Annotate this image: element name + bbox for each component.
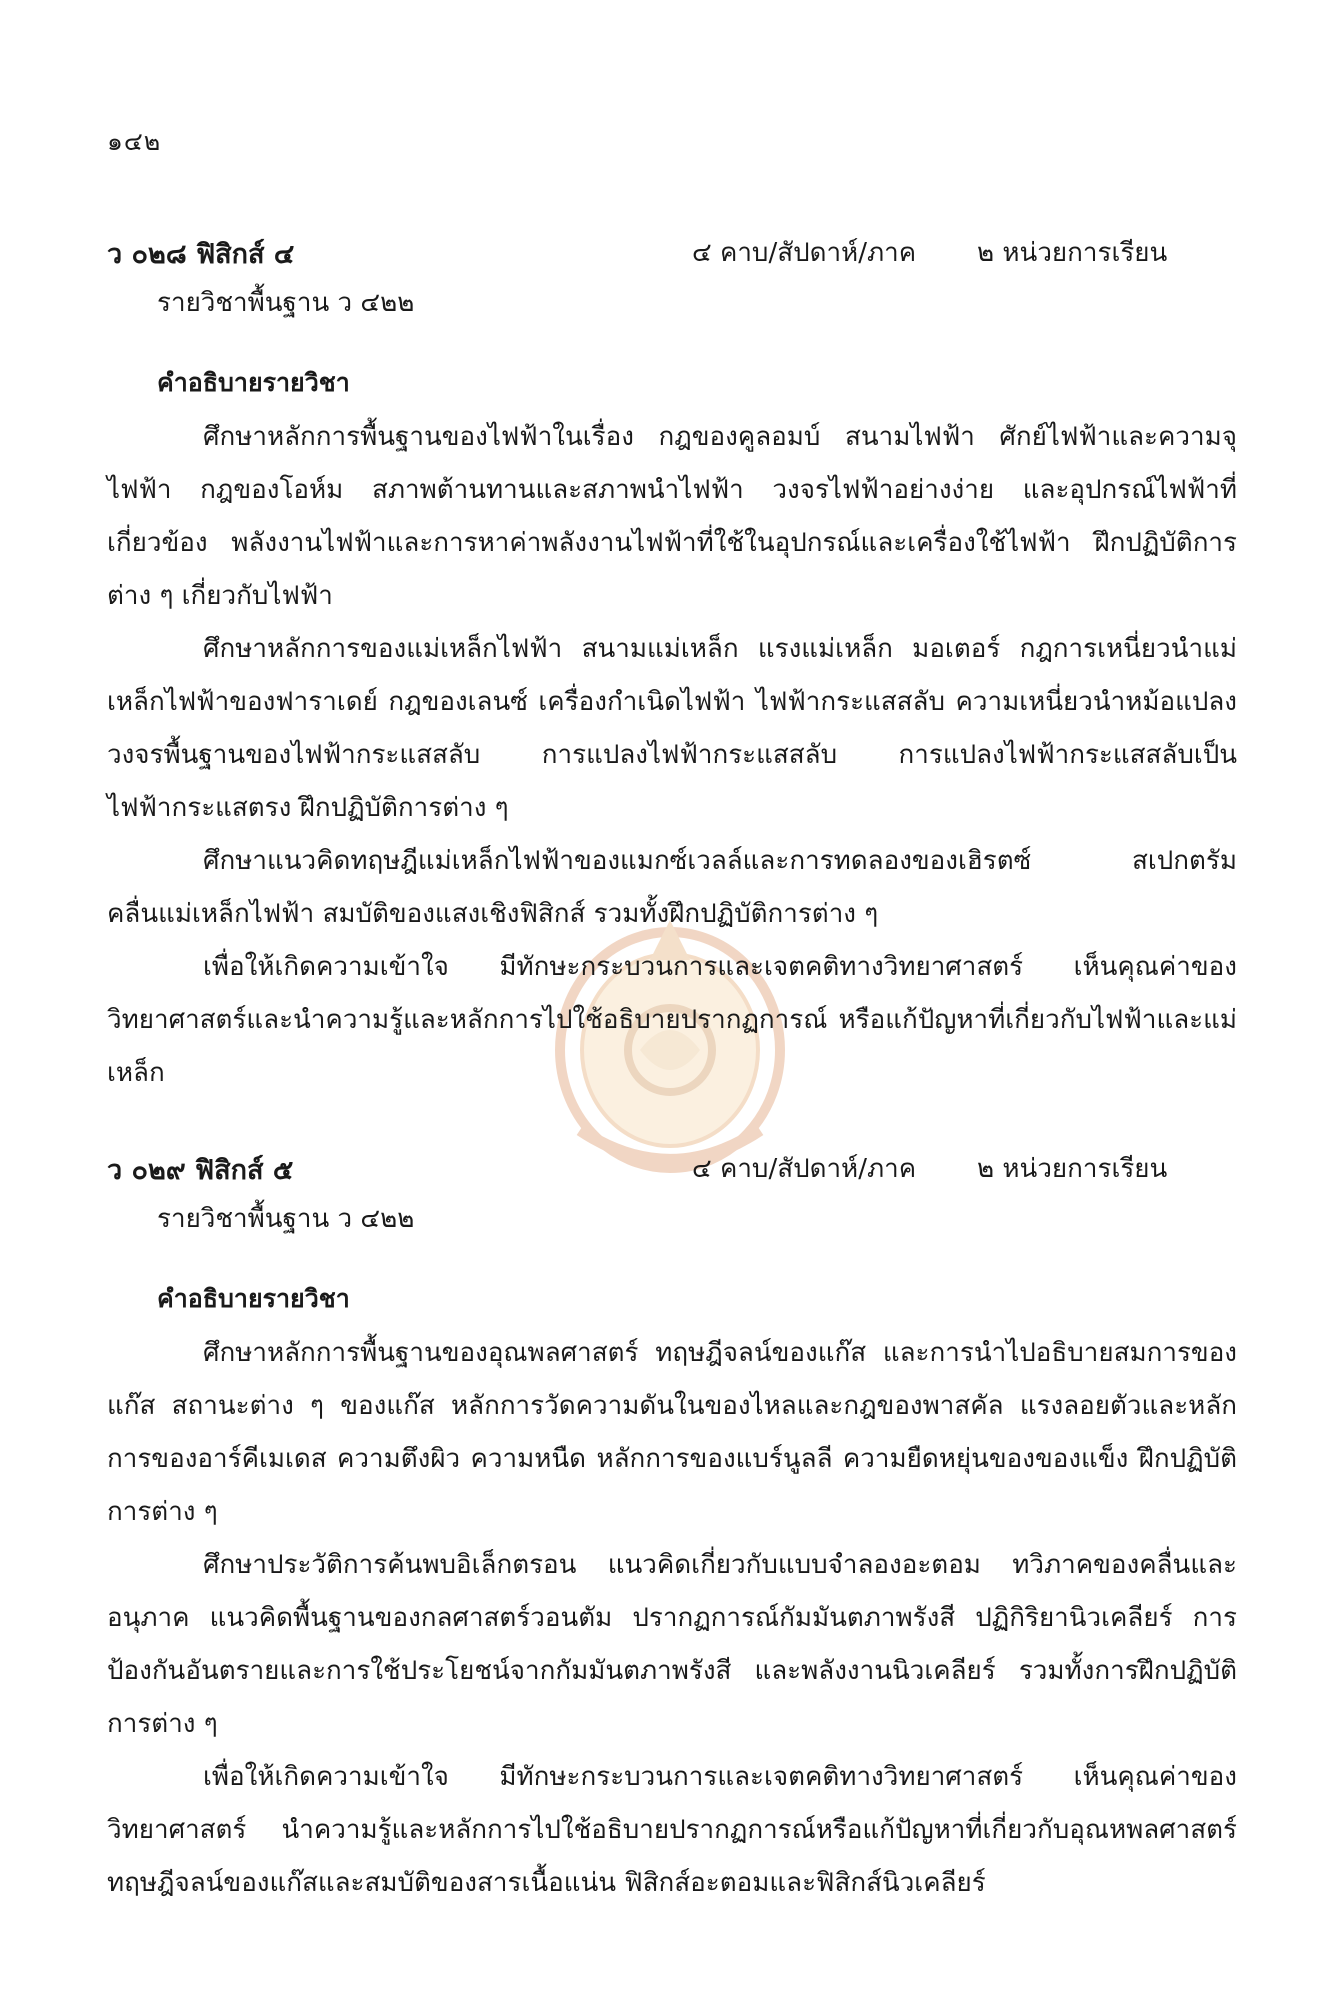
paragraph: ศึกษาแนวคิดทฤษฎีแม่เหล็กไฟฟ้าของแมกซ์เวลล์และการทดลองของเฮิรตซ์ สเปกตรัมคลื่นแม่เหล็กไฟฟ้า สมบัติของแสงเชิงฟิสิกส์ รวมทั้งฝึกปฏิบัติการต่าง ๆ xyxy=(107,846,1237,929)
course-hours: ๔ คาบ/สัปดาห์/ภาค xyxy=(692,1154,917,1184)
page-number: ๑๔๒ xyxy=(107,127,162,156)
course-credits: ๒ หน่วยการเรียน xyxy=(977,238,1168,268)
course-header xyxy=(107,232,1237,272)
paragraph: ศึกษาหลักการพื้นฐานของอุณพลศาสตร์ ทฤษฎีจลน์ของแก๊ส และการนำไปอธิบายสมการของแก๊ส สถานะต่าง ๆ ของแก๊ส หลักการวัดความดันในของไหลและกฎของพาสคัล แรงลอยตัวและหลักการของอาร์คีเมเดส ความตึงผิว ความหนืด หลักการของแบร์นูลลี ความยืดหยุ่นของของแข็ง ฝึกปฏิบัติการต่าง ๆ xyxy=(107,1338,1237,1527)
description-heading: คำอธิบายรายวิชา xyxy=(157,368,350,397)
course-code-title: ว ๐๒๙ ฟิสิกส์ ๕ xyxy=(107,1155,294,1186)
description-heading: คำอธิบายรายวิชา xyxy=(157,1284,350,1313)
description-body xyxy=(107,1327,1237,1910)
description-body xyxy=(107,411,1237,1100)
course-section-1 xyxy=(107,232,1237,1100)
course-hours: ๔ คาบ/สัปดาห์/ภาค xyxy=(692,238,917,268)
paragraph: เพื่อให้เกิดความเข้าใจ มีทักษะกระบวนการและเจตคติทางวิทยาศาสตร์ เห็นคุณค่าของวิทยาศาสตร์ นำความรู้และหลักการไปใช้อธิบายปรากฏการณ์หรือแก้ปัญหาที่เกี่ยวกับอุณหพลศาสตร์ ทฤษฎีจลน์ของแก๊สและสมบัติของสารเนื้อแน่น ฟิสิกส์อะตอมและฟิสิกส์นิวเคลียร์ xyxy=(107,1762,1237,1898)
course-credits: ๒ หน่วยการเรียน xyxy=(977,1154,1168,1184)
course-subtitle: รายวิชาพื้นฐาน ว ๔๒๒ xyxy=(157,1204,415,1234)
paragraph: ศึกษาหลักการของแม่เหล็กไฟฟ้า สนามแม่เหล็ก แรงแม่เหล็ก มอเตอร์ กฎการเหนี่ยวนำแม่เหล็กไฟฟ้าของฟาราเดย์ กฎของเลนซ์ เครื่องกำเนิดไฟฟ้า ไฟฟ้ากระแสสลับ ความเหนี่ยวนำหม้อแปลง วงจรพื้นฐานของไฟฟ้ากระแสสลับ การแปลงไฟฟ้ากระแสสลับ การแปลงไฟฟ้ากระแสสลับเป็นไฟฟ้ากระแสตรง ฝึกปฏิบัติการต่าง ๆ xyxy=(107,634,1237,823)
paragraph: เพื่อให้เกิดความเข้าใจ มีทักษะกระบวนการและเจตคติทางวิทยาศาสตร์ เห็นคุณค่าของวิทยาศาสตร์และนำความรู้และหลักการไปใช้อธิบายปรากฏการณ์ หรือแก้ปัญหาที่เกี่ยวกับไฟฟ้าและแม่เหล็ก xyxy=(107,952,1237,1088)
paragraph: ศึกษาหลักการพื้นฐานของไฟฟ้าในเรื่อง กฎของคูลอมบ์ สนามไฟฟ้า ศักย์ไฟฟ้าและความจุไฟฟ้า กฎของโอห์ม สภาพต้านทานและสภาพนำไฟฟ้า วงจรไฟฟ้าอย่างง่าย และอุปกรณ์ไฟฟ้าที่เกี่ยวข้อง พลังงานไฟฟ้าและการหาค่าพลังงานไฟฟ้าที่ใช้ในอุปกรณ์และเครื่องใช้ไฟฟ้า ฝึกปฏิบัติการต่าง ๆ เกี่ยวกับไฟฟ้า xyxy=(107,422,1237,611)
course-code-title: ว ๐๒๘ ฟิสิกส์ ๔ xyxy=(107,239,295,270)
course-section-2 xyxy=(107,1148,1237,1910)
course-subtitle: รายวิชาพื้นฐาน ว ๔๒๒ xyxy=(157,288,415,318)
paragraph: ศึกษาประวัติการค้นพบอิเล็กตรอน แนวคิดเกี่ยวกับแบบจำลองอะตอม ทวิภาคของคลื่นและอนุภาค แนวคิดพื้นฐานของกลศาสตร์วอนตัม ปรากฏการณ์กัมมันตภาพรังสี ปฏิกิริยานิวเคลียร์ การป้องกันอันตรายและการใช้ประโยชน์จากกัมมันตภาพรังสี และพลังงานนิวเคลียร์ รวมทั้งการฝึกปฏิบัติการต่าง ๆ xyxy=(107,1550,1237,1739)
course-header xyxy=(107,1148,1237,1188)
